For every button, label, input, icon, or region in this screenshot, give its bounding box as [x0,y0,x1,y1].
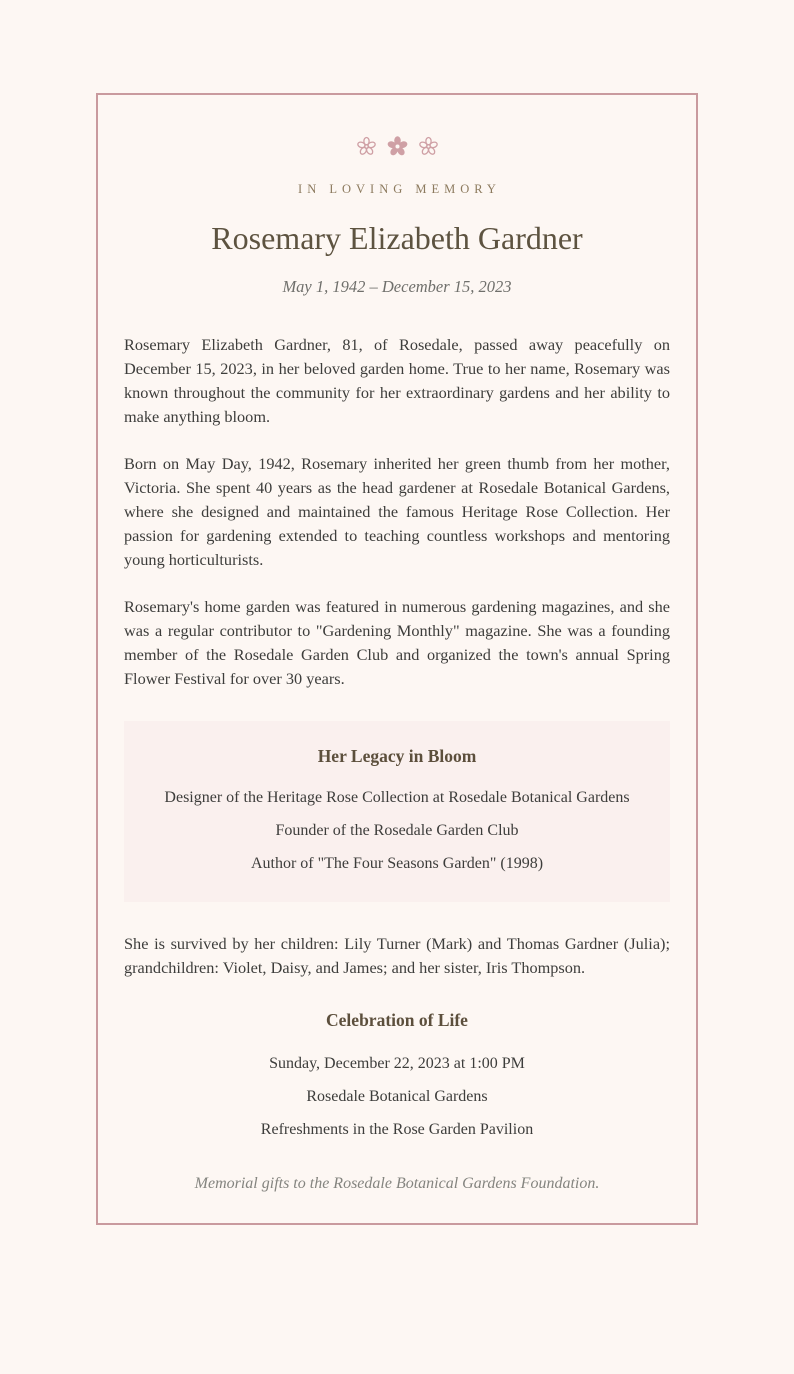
survivors-paragraph: She is survived by her children: Lily Turner (Mark) and Thomas Gardner (Julia); grandchildren: Violet, Daisy, and James; and her sister, Iris Thompson. [124,933,670,977]
legacy-item: Author of "The Four Seasons Garden" (1998) [250,854,544,872]
deceased-name: Rosemary Elizabeth Gardner [211,220,583,256]
flower-ornament [124,135,670,158]
service-title: Celebration of Life [326,1009,468,1030]
flower-outline-icon [418,136,439,157]
life-dates: May 1, 1942 – December 15, 2023 [282,277,512,297]
flower-solid-icon [386,135,409,158]
service-datetime: Sunday, December 22, 2023 at 1:00 PM [269,1054,525,1072]
legacy-title: Her Legacy in Bloom [317,745,477,766]
eyebrow-text: IN LOVING MEMORY [298,182,501,196]
legacy-box [124,721,670,902]
obituary-paragraph: Rosemary Elizabeth Gardner, 81, of Rosedale, passed away peacefully on December 15, 2023, in her beloved garden home. True to her name, Rosemary was known throughout the community for her extraordinary gardens and her ability to make anything bloom. [124,335,670,427]
obituary-paragraph: Born on May Day, 1942, Rosemary inherited her green thumb from her mother, Victoria. She spent 40 years as the head gardener at Rosedale Botanical Gardens, where she designed and maintained the famous Heritage Rose Collection. Her passion for gardening extended to teaching countless workshops and mentoring young horticulturists. [124,454,670,570]
page-background [0,93,794,1374]
obituary-paragraph: Rosemary's home garden was featured in numerous gardening magazines, and she was a regular contributor to "Gardening Monthly" magazine. She was a founding member of the Rosedale Garden Club and organized the town's annual Spring Flower Festival for over 30 years. [124,596,670,688]
service-refreshments: Refreshments in the Rose Garden Pavilion [260,1120,534,1138]
legacy-item: Founder of the Rosedale Garden Club [275,821,519,839]
flower-outline-icon [356,136,377,157]
memorial-gifts-note: Memorial gifts to the Rosedale Botanical Gardens Foundation. [194,1174,600,1192]
legacy-item: Designer of the Heritage Rose Collection at Rosedale Botanical Gardens [164,788,630,806]
service-location: Rosedale Botanical Gardens [306,1087,488,1105]
memorial-card [96,93,698,1225]
